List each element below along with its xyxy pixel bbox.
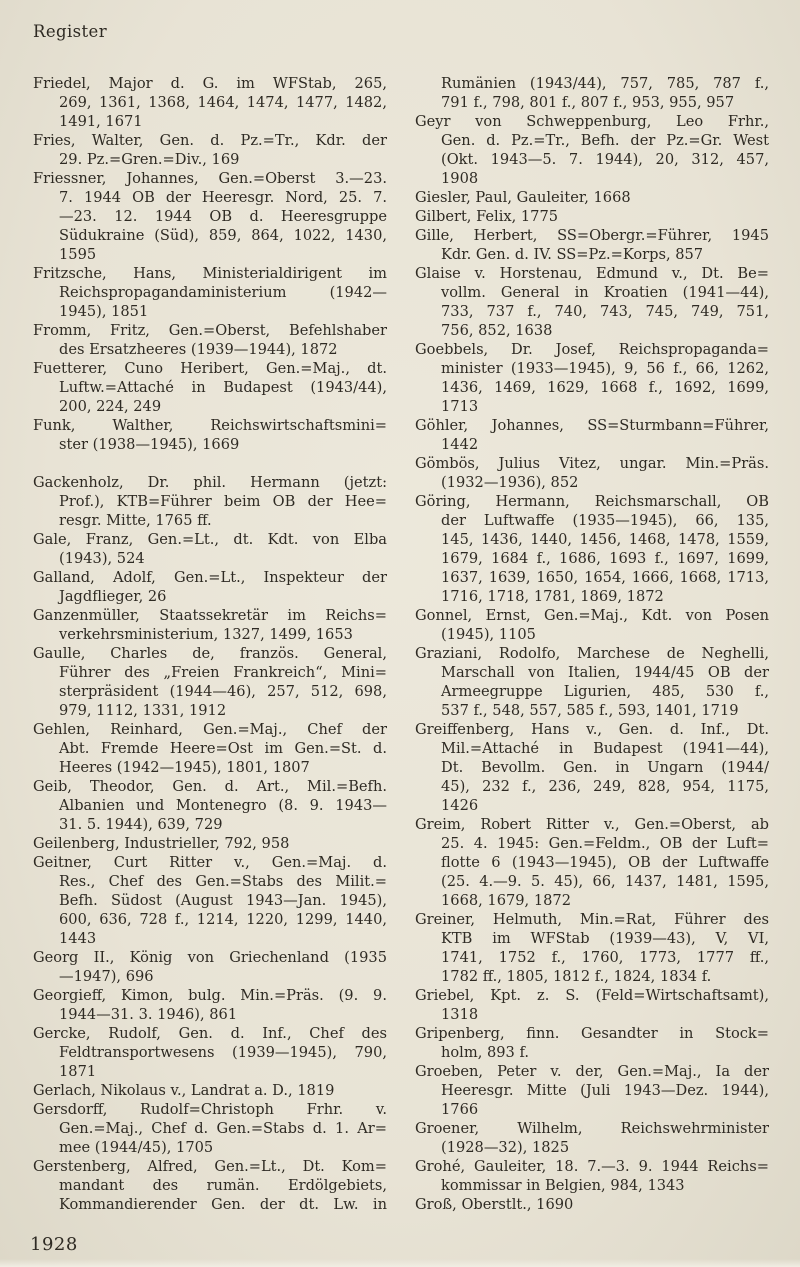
entry-line: 269, 1361, 1368, 1464, 1474, 1477, 1482, [59,94,387,111]
entry-line: 31. 5. 1944), 639, 729 [59,816,223,833]
entry-line: —23. 12. 1944 OB d. Heeresgruppe [59,208,387,225]
entry-line: resgr. Mitte, 1765 ff. [59,512,212,529]
index-entry [415,815,769,910]
index-entry [33,359,387,416]
entry-line: Prof.), KTB=Führer beim OB der Hee= [59,493,387,510]
entry-line: 733, 737 f., 740, 743, 745, 749, 751, [441,303,769,320]
index-entry [33,416,387,454]
index-entry [415,1195,769,1214]
entry-line: Gackenholz, Dr. phil. Hermann (jetzt: [33,474,387,491]
index-entry [415,986,769,1024]
index-entry [33,131,387,169]
index-entry [33,644,387,720]
entry-line: Geilenberg, Industrieller, 792, 958 [33,835,290,852]
index-entry [415,1062,769,1119]
index-entry [33,1157,387,1214]
page-edge [0,1259,800,1267]
entry-line: Groß, Oberstlt., 1690 [415,1196,574,1213]
entry-line: 7. 1944 OB der Heeresgr. Nord, 25. 7. [59,189,387,206]
entry-line: 1716, 1718, 1781, 1869, 1872 [441,588,664,605]
entry-line: Ganzenmüller, Staatssekretär im Reichs= [33,607,387,624]
entry-line: Gille, Herbert, SS=Obergr.=Führer, 1945 [415,227,769,244]
index-entry [415,492,769,606]
entry-line: Luftw.=Attaché in Budapest (1943/44), [59,379,387,396]
index-entry [33,1024,387,1081]
entry-line: Friedel, Major d. G. im WFStab, 265, [33,75,387,92]
index-entry [33,606,387,644]
entry-line: (1932—1936), 852 [441,474,579,491]
entry-line: (25. 4.—9. 5. 45), 66, 1437, 1481, 1595, [441,873,769,890]
entry-line: vollm. General in Kroatien (1941—44), [441,284,769,301]
entry-line: Gilbert, Felix, 1775 [415,208,559,225]
entry-line: Gehlen, Reinhard, Gen.=Maj., Chef der [33,721,387,738]
entry-line: Greiffenberg, Hans v., Gen. d. Inf., Dt. [415,721,769,738]
entry-line: 1871 [59,1063,97,1080]
entry-line: Fromm, Fritz, Gen.=Oberst, Befehlshaber [33,322,387,339]
entry-line: Groener, Wilhelm, Reichswehrminister [415,1120,769,1137]
entry-line: der Luftwaffe (1935—1945), 66, 135, [441,512,769,529]
entry-line: mandant des rumän. Erdölgebiets, [59,1177,387,1194]
entry-line: Gerstenberg, Alfred, Gen.=Lt., Dt. Kom= [33,1158,387,1175]
entry-line: Kdr. Gen. d. IV. SS=Pz.=Korps, 857 [441,246,704,263]
entry-line: Gömbös, Julius Vitez, ungar. Min.=Präs. [415,455,769,472]
entry-line: ster (1938—1945), 1669 [59,436,240,453]
entry-line: Greiner, Helmuth, Min.=Rat, Führer des [415,911,769,928]
entry-line: Res., Chef des Gen.=Stabs des Milit.= [59,873,387,890]
entry-line: Geitner, Curt Ritter v., Gen.=Maj. d. [33,854,387,871]
index-entry [415,1157,769,1195]
index-entry [33,321,387,359]
index-entry [33,1081,387,1100]
index-entry [33,74,387,131]
entry-line: 1668, 1679, 1872 [441,892,571,909]
entry-line: 1945), 1851 [59,303,149,320]
entry-line: Gen.=Maj., Chef d. Gen.=Stabs d. 1. Ar= [59,1120,387,1137]
entry-line: 200, 224, 249 [59,398,162,415]
entry-line: Geyr von Schweppenburg, Leo Frhr., [415,113,769,130]
entry-line: Rumänien (1943/44), 757, 785, 787 f., [441,75,769,92]
entry-line: Kommandierender Gen. der dt. Lw. in [59,1196,387,1213]
entry-line: 1436, 1469, 1629, 1668 f., 1692, 1699, [441,379,769,396]
entry-line: 1908 [441,170,479,187]
entry-line: 1426 [441,797,479,814]
entry-line: Gaulle, Charles de, französ. General, [33,645,387,662]
entry-line: Fritzsche, Hans, Ministerialdirigent im [33,265,387,282]
index-entry [415,207,769,226]
entry-line: 29. Pz.=Gren.=Div., 169 [59,151,240,168]
index-entry [415,720,769,815]
index-entry [33,530,387,568]
entry-line: Heeres (1942—1945), 1801, 1807 [59,759,310,776]
entry-line: Südukraine (Süd), 859, 864, 1022, 1430, [59,227,387,244]
entry-line: Dt. Bevollm. Gen. in Ungarn (1944/ [441,759,769,776]
index-entry [415,226,769,264]
entry-line: sterpräsident (1944—46), 257, 512, 698, [59,683,387,700]
entry-line: 791 f., 798, 801 f., 807 f., 953, 955, 957 [441,94,735,111]
index-entry [33,986,387,1024]
entry-line: 756, 852, 1638 [441,322,553,339]
entry-line: Griebel, Kpt. z. S. (Feld=Wirtschaftsamt), [415,987,769,1004]
index-entry [415,606,769,644]
entry-line: Gercke, Rudolf, Gen. d. Inf., Chef des [33,1025,387,1042]
entry-line: Gonnel, Ernst, Gen.=Maj., Kdt. von Posen [415,607,769,624]
index-entry [415,910,769,986]
entry-line: 1766 [441,1101,479,1118]
entry-line: (1928—32), 1825 [441,1139,570,1156]
entry-line: des Ersatzheeres (1939—1944), 1872 [59,341,338,358]
entry-line: 600, 636, 728 f., 1214, 1220, 1299, 1440, [59,911,387,928]
entry-line: 1443 [59,930,97,947]
entry-line: 1713 [441,398,479,415]
index-entry [415,112,769,188]
entry-line: (1945), 1105 [441,626,536,643]
entry-line: Reichspropagandaministerium (1942— [59,284,387,301]
running-header: Register [33,22,107,41]
entry-line: minister (1933—1945), 9, 56 f., 66, 1262, [441,360,769,377]
entry-line: Graziani, Rodolfo, Marchese de Neghelli, [415,645,769,662]
entry-line: Göhler, Johannes, SS=Sturmbann=Führer, [415,417,769,434]
index-entry [415,454,769,492]
entry-line: 25. 4. 1945: Gen.=Feldm., OB der Luft= [441,835,769,852]
right-column [415,74,769,1214]
entry-line: Jagdflieger, 26 [59,588,167,605]
index-entry [33,568,387,606]
index-entry [33,948,387,986]
entry-line: Galland, Adolf, Gen.=Lt., Inspekteur der [33,569,387,586]
entry-line: Gripenberg, finn. Gesandter in Stock= [415,1025,769,1042]
entry-line: Geib, Theodor, Gen. d. Art., Mil.=Befh. [33,778,387,795]
entry-line: 145, 1436, 1440, 1456, 1468, 1478, 1559, [441,531,769,548]
entry-line: mee (1944/45), 1705 [59,1139,214,1156]
entry-line: Feldtransportwesens (1939—1945), 790, [59,1044,387,1061]
left-column [33,74,387,1214]
entry-line: Göring, Hermann, Reichsmarschall, OB [415,493,769,510]
entry-line: Friessner, Johannes, Gen.=Oberst 3.—23. [33,170,387,187]
entry-line: Armeegruppe Ligurien, 485, 530 f., [441,683,769,700]
entry-line: Fries, Walter, Gen. d. Pz.=Tr., Kdr. der [33,132,387,149]
entry-line: KTB im WFStab (1939—43), V, VI, [441,930,769,947]
entry-line: kommissar in Belgien, 984, 1343 [441,1177,685,1194]
page-number: 1928 [30,1234,78,1255]
index-entry [33,1100,387,1157]
entry-line: Albanien und Montenegro (8. 9. 1943— [59,797,387,814]
entry-line: Gen. d. Pz.=Tr., Befh. der Pz.=Gr. West [441,132,769,149]
entry-line: Groeben, Peter v. der, Gen.=Maj., Ia der [415,1063,769,1080]
entry-line: Gersdorff, Rudolf=Christoph Frhr. v. [33,1101,387,1118]
entry-line: Georg II., König von Griechenland (1935 [33,949,387,966]
entry-line: Mil.=Attaché in Budapest (1941—44), [441,740,769,757]
entry-line: (Okt. 1943—5. 7. 1944), 20, 312, 457, [441,151,769,168]
entry-line: —1947), 696 [59,968,154,985]
entry-line: 1637, 1639, 1650, 1654, 1666, 1668, 1713, [441,569,769,586]
entry-line: (1943), 524 [59,550,145,567]
entry-line: Marschall von Italien, 1944/45 OB der [441,664,769,681]
entry-line: Führer des „Freien Frankreich“, Mini= [59,664,387,681]
entry-line: Greim, Robert Ritter v., Gen.=Oberst, ab [415,816,769,833]
index-columns [33,74,769,1214]
entry-line: verkehrsministerium, 1327, 1499, 1653 [59,626,353,643]
index-entry [33,264,387,321]
entry-line: 537 f., 548, 557, 585 f., 593, 1401, 1719 [441,702,739,719]
index-entry [415,1024,769,1062]
index-entry [33,169,387,264]
index-entry [415,1119,769,1157]
index-entry [33,853,387,948]
entry-line: Gale, Franz, Gen.=Lt., dt. Kdt. von Elba [33,531,387,548]
index-entry [33,777,387,834]
entry-line: holm, 893 f. [441,1044,529,1061]
entry-line: Gerlach, Nikolaus v., Landrat a. D., 1819 [33,1082,335,1099]
entry-line: 1741, 1752 f., 1760, 1773, 1777 ff., [441,949,769,966]
entry-line: Abt. Fremde Heere=Ost im Gen.=St. d. [59,740,387,757]
entry-line: 1595 [59,246,97,263]
index-entry [415,188,769,207]
entry-line: flotte 6 (1943—1945), OB der Luftwaffe [441,854,769,871]
entry-line: 1442 [441,436,479,453]
entry-line: Funk, Walther, Reichswirtschaftsmini= [33,417,387,434]
entry-line: Befh. Südost (August 1943—Jan. 1945), [59,892,387,909]
entry-line: 979, 1112, 1331, 1912 [59,702,227,719]
entry-line: 45), 232 f., 236, 249, 828, 954, 1175, [441,778,769,795]
entry-line: Goebbels, Dr. Josef, Reichspropaganda= [415,341,769,358]
index-entry [33,473,387,530]
index-entry [415,340,769,416]
entry-line: Grohé, Gauleiter, 18. 7.—3. 9. 1944 Reichs= [415,1158,769,1175]
entry-line: 1679, 1684 f., 1686, 1693 f., 1697, 1699, [441,550,769,567]
index-entry [415,416,769,454]
entry-line: Glaise v. Horstenau, Edmund v., Dt. Be= [415,265,769,282]
entry-line: Giesler, Paul, Gauleiter, 1668 [415,189,631,206]
index-entry [33,720,387,777]
entry-line: Fuetterer, Cuno Heribert, Gen.=Maj., dt. [33,360,387,377]
entry-line: 1318 [441,1006,479,1023]
entry-line: 1491, 1671 [59,113,143,130]
index-entry [33,834,387,853]
index-entry [415,644,769,720]
index-entry [415,264,769,340]
index-entry [415,74,769,112]
entry-line: Georgieff, Kimon, bulg. Min.=Präs. (9. 9. [33,987,387,1004]
entry-line: 1782 ff., 1805, 1812 f., 1824, 1834 f. [441,968,712,985]
entry-line: Heeresgr. Mitte (Juli 1943—Dez. 1944), [441,1082,769,1099]
entry-line: 1944—31. 3. 1946), 861 [59,1006,238,1023]
